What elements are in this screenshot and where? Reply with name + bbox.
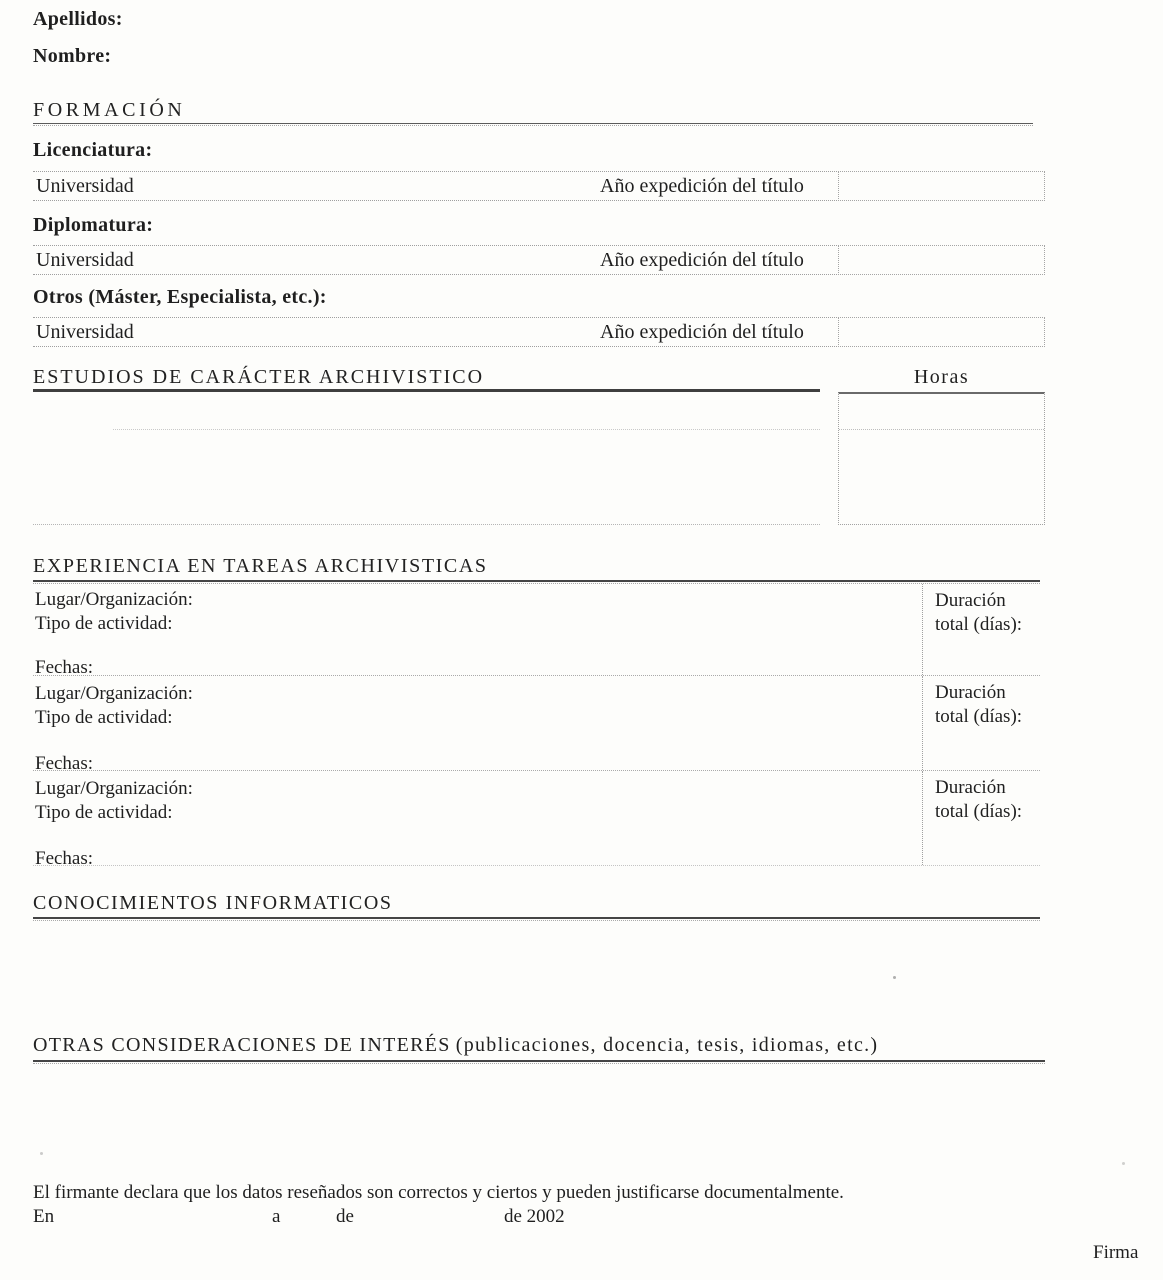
formacion-rule [33, 123, 1033, 126]
degree-label-otros: Otros (Máster, Especialista, etc.): [33, 286, 327, 308]
year-issued-label: Año expedición del título [600, 249, 804, 271]
estudios-inner-line [113, 429, 820, 430]
scan-speck [893, 976, 896, 979]
experiencia-table [33, 584, 1040, 869]
lugar-label: Lugar/Organización: [35, 589, 193, 610]
estudios-field[interactable] [33, 392, 820, 525]
duracion-cell[interactable] [922, 771, 1040, 865]
universidad-field[interactable] [33, 171, 1045, 201]
fechas-label: Fechas: [35, 657, 94, 678]
duracion-label-line2: total (días): [935, 706, 1023, 727]
estudios-title: ESTUDIOS DE CARÁCTER ARCHIVISTICO [33, 366, 485, 388]
experience-row[interactable] [33, 675, 1040, 774]
duracion-label-line2: total (días): [935, 614, 1023, 635]
nombre-label: Nombre: [33, 45, 112, 67]
lugar-label: Lugar/Organización: [35, 778, 193, 799]
degree-label-diplomatura: Diplomatura: [33, 214, 154, 236]
universidad-field[interactable] [33, 245, 1045, 275]
de-label: de [336, 1206, 354, 1227]
apellidos-label: Apellidos: [33, 8, 123, 30]
formacion-title: FORMACIÓN [33, 99, 186, 121]
a-label: a [272, 1206, 281, 1227]
universidad-label: Universidad [36, 175, 134, 197]
universidad-label: Universidad [36, 249, 134, 271]
universidad-field[interactable] [33, 317, 1045, 347]
tipo-label: Tipo de actividad: [35, 802, 173, 823]
experience-row[interactable] [33, 584, 1040, 678]
otras-subtitle: (publicaciones, docencia, tesis, idiomas, etc.) [455, 1034, 879, 1056]
otras-title: OTRAS CONSIDERACIONES DE INTERÉS [33, 1034, 451, 1056]
year-issued-label: Año expedición del título [600, 321, 804, 343]
horas-label: Horas [913, 366, 970, 388]
scan-speck [1122, 1162, 1125, 1165]
fechas-label: Fechas: [35, 753, 94, 774]
de-year-label: de 2002 [504, 1206, 565, 1227]
otras-rule [33, 1060, 1045, 1064]
experiencia-title: EXPERIENCIA EN TAREAS ARCHIVISTICAS [33, 555, 488, 577]
year-field[interactable] [838, 245, 1045, 275]
otras-title-line [33, 1034, 878, 1057]
duracion-cell[interactable] [922, 676, 1040, 770]
universidad-label: Universidad [36, 321, 134, 343]
firma-label: Firma [1093, 1242, 1139, 1263]
degree-label-licenciatura: Licenciatura: [33, 139, 153, 161]
duracion-label-line1: Duración [935, 590, 1006, 611]
en-label: En [33, 1206, 55, 1227]
fechas-label: Fechas: [35, 848, 94, 869]
duracion-cell[interactable] [922, 584, 1040, 675]
duracion-label-line1: Duración [935, 682, 1006, 703]
declaration-text: El firmante declara que los datos reseñados son correctos y ciertos y pueden justificarse documentalmente. [33, 1182, 844, 1203]
conocimientos-title: CONOCIMIENTOS INFORMATICOS [33, 892, 393, 914]
tipo-label: Tipo de actividad: [35, 707, 173, 728]
duracion-label-line2: total (días): [935, 801, 1023, 822]
date-line [33, 1206, 1045, 1230]
horas-divider [839, 429, 1044, 430]
tipo-label: Tipo de actividad: [35, 613, 173, 634]
year-field[interactable] [838, 171, 1045, 201]
year-issued-label: Año expedición del título [600, 175, 804, 197]
horas-field[interactable] [838, 392, 1045, 525]
lugar-label: Lugar/Organización: [35, 683, 193, 704]
conocimientos-rule [33, 917, 1040, 921]
scan-speck [40, 1152, 43, 1155]
duracion-label-line1: Duración [935, 777, 1006, 798]
year-field[interactable] [838, 317, 1045, 347]
experience-row[interactable] [33, 770, 1040, 869]
